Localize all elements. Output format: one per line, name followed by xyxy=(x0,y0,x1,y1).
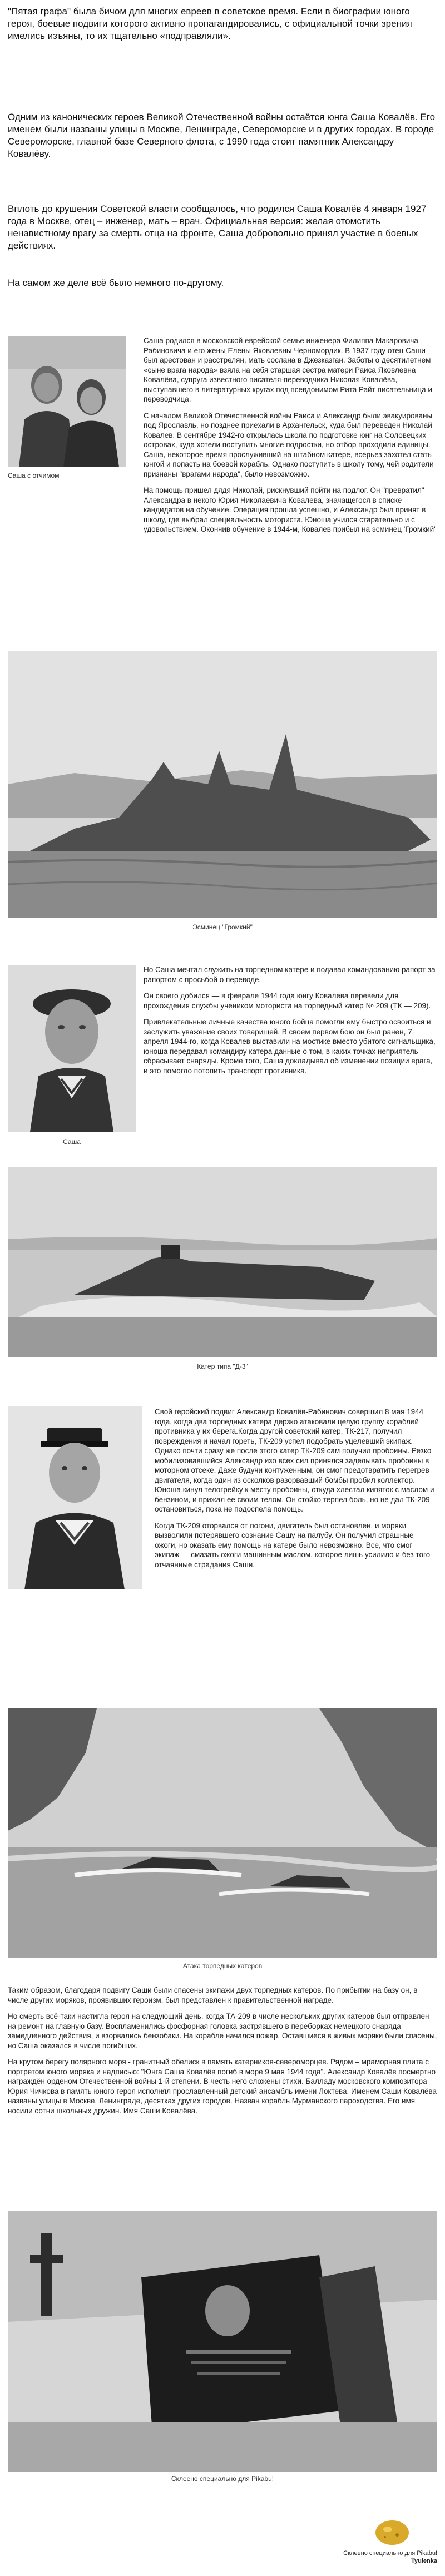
section1-paragraph-3: На помощь пришел дядя Николай, рискнувший пойти на подлог. Он "превратил" Александра в некого Юрия Николаевича Ковалева, значащегося в списке кандидатов на обучение. Операция прошла успешно, и Александр был принят в школу, где выбрал специальность моториста. Юноша учился старательно и с удовольствием. Окончив обучение в 1944-м, Ковалев прибыл на эсминец 'Громкий' xyxy=(144,486,436,533)
photo1-caption: Саша с отчимом xyxy=(8,472,60,479)
section1-paragraph-1: Саша родился в московской еврейской семье инженера Филиппа Макаровича Рабиновича и его жены Елены Яковлевны Черномордик. В 1937 году отец Саши был арестован и расстрелян, мать сослана в Джезказган. Заботы о десятилетнем «сыне врага народа» взяла на себя старшая сестра матери Раиса Яковлевна Ковалёва, супруга известного писателя-переводчика Николая Ковалёва, выступавшего в литературных кругах под псевдонимом Рита Райт писательница и переводчица. xyxy=(144,336,432,403)
photo4-caption: Катер типа "Д-3" xyxy=(197,1363,248,1370)
logo-caption xyxy=(343,2549,437,2565)
intro-paragraph-3 xyxy=(8,203,437,252)
section1-paragraph-2: С началом Великой Отечественной войны Раиса и Александр были эвакуированы под Ярославль, но позднее приехали в Архангельск, куда был переведен Николай Ковалев. В сентябре 1942-го открылась школа по подготовке юнг на Соловецких островах, куда хотели поступить многие подростки, но отбор проходили единицы. Саша, некоторое время прослуживший на штабном катере, всерьез захотел стать юнгой и попасть на боевой корабль. Однако поступить в школу тому, чей родители признаны "врагами народа", было невозможно. xyxy=(144,411,434,478)
photo-sasha-in-uniform xyxy=(8,1406,142,1589)
photo-boat-d3 xyxy=(8,1167,437,1357)
section3-paragraph-2: Когда ТК-209 оторвался от погони, двигатель был остановлен, и моряки вызволили потерявшего сознание Сашу на палубу. Он получил страшные ожоги, но оказать ему помощь на катере было невозможно. Все, что смог экипаж — смазать ожоги машинным маслом, которое лишь усилило и без того отчаянные страдания Саши. xyxy=(155,1521,431,1569)
section1-text xyxy=(144,336,437,534)
potato-logo-icon xyxy=(373,2516,412,2546)
photo-memorial-plaque xyxy=(8,2211,437,2472)
section2-paragraph-3: Привлекательные личные качества юного бойца помогли ему быстро освоиться и заслужить уважение своих товарищей. В своем первом бою он был ранен, 7 апреля 1944-го, когда Ковалев выставили на мостике вместо убитого сигнальщика, юноша передавал командиру катера данные о том, в каких точках неприятель сбрасывает снаряды. Кроме того, Саша докладывал об изменении позиции врага, и это помогло потопить транспорт противника. xyxy=(144,1018,436,1075)
intro-text-1: "Пятая графа" была бичом для многих евреев в советское время. Если в биографии юного героя, боевые подвиги которого активно пропагандировались, с официальной точки зрения имелись изъяны, то их тщательно «подправляли». xyxy=(8,6,412,41)
photo-sasha-with-stepfather xyxy=(8,336,126,467)
section4-paragraph-2: Но смерть всё-таки настигла героя на следующий день, когда ТА-209 в числе нескольких других катеров был отправлен на ремонт на главную базу. Воспламенились фосфорная головка застрявшего в переборках немецкого снаряда замедленного действия, и взорвались бензобаки. На корабле начался пожар. Оставшиеся в живых моряки были спасены, но Саша оказался в числе погибших. xyxy=(8,2012,437,2050)
section3-paragraph-1: Свой геройский подвиг Александр Ковалёв-Рабинович совершил 8 мая 1944 года, когда два торпедных катера дерзко атаковали целую группу кораблей противника у их берега.Когда другой советский катер, ТК-217, получил повреждения и начал гореть, ТК-209 успел подобрать уцелевший экипаж. Однако почти сразу же после этого катер ТК-209 сам получил пробоины. Резко мобилизовавшийся Александр изо всех сил принялся заделывать пробоины в моторном отсеке. Даже будучи контуженным, он смог предотвратить перегрев двигателя, когда один из осколков разорвавший бомбы пробил коллектор. Юноша кинул телогрейку к месту пробоины, откуда хлестал кипяток с маслом и бензином, и прижал ее своим телом. Он стойко терпел боль, но не дал ТК-209 остановиться, пока не подоспела помощь. xyxy=(155,1408,434,1513)
section3-text xyxy=(155,1407,437,1569)
intro-paragraph-2 xyxy=(8,111,437,160)
logo-caption-line-1: Склеено специально для Pikabu! xyxy=(343,2550,437,2557)
photo6-caption: Атака торпедных катеров xyxy=(182,1962,263,1970)
photo2-caption: Эсминец "Громкий" xyxy=(192,923,253,931)
intro-paragraph-4 xyxy=(8,277,437,289)
photo7-caption: Склеено специально для Pikabu! xyxy=(171,2475,274,2483)
logo-caption-line-2: Tyulenka xyxy=(411,2558,437,2564)
intro-text-2: Одним из канонических героев Великой Отечественной войны остаётся юнга Саша Ковалёв. Его именем были названы улицы в Москве, Ленинграде, Североморске и в других городах. В городе Североморске, главной базе Северного флота, с 1990 года стоит памятник Александру Ковалёву. xyxy=(8,112,436,159)
intro-text-3: Вплоть до крушения Советской власти сообщалось, что родился Саша Ковалёв 4 января 1927 года в Москве, отец – инженер, мать – врач. Официальная версия: желая отомстить ненавистному врагу за смерть отца на фронте, Саша добровольно принял участие в боевых действиях. xyxy=(8,204,427,251)
intro-text-4: На самом же деле всё было немного по-другому. xyxy=(8,278,224,288)
photo-sasha-portrait xyxy=(8,965,136,1132)
section4-paragraph-3: На крутом берегу полярного моря - гранитный обелиск в память катерников-североморцев. Рядом – мраморная плита с портретом юного моряка и надписью: "Юнга Саша Ковалёв погиб в море 9 мая 1944 года". Александр Ковалёв посмертно награждён орденом Отечественной войны 1-й степени. В честь него сложены стихи. Балладу московского композитора Юрия Чичкова в память юного героя исполнял прославленный детский ансамбль имени Локтева. Именем Саши Ковалёва названы улицы в Москве, Ленинграде, десятках других городов. Назван корабль Мурманского пароходства. Его имя носили сотни школьных дружин. Имя Саши Ковалёва. xyxy=(8,2058,437,2115)
section2-text xyxy=(144,965,437,1076)
section2-paragraph-2: Он своего добился — в феврале 1944 года юнгу Ковалева перевели для прохождения службы учеником моториста на торпедный катер № 209 (ТК — 209). xyxy=(144,992,431,1010)
photo-destroyer-gromkiy xyxy=(8,651,437,918)
intro-paragraph-1 xyxy=(8,6,437,42)
section4-text xyxy=(8,1985,437,2116)
section4-paragraph-1: Таким образом, благодаря подвигу Саши были спасены экипажи двух торпедных катеров. По прибытии на базу он, в числе других моряков, проявивших героизм, был представлен к правительственной награде. xyxy=(8,1986,418,2004)
photo-torpedo-boat-attack xyxy=(8,1708,437,1958)
section2-paragraph-1: Но Саша мечтал служить на торпедном катере и подавал командованию рапорт за рапортом с просьбой о переводе. xyxy=(144,965,436,984)
photo3-caption: Саша xyxy=(63,1138,81,1146)
